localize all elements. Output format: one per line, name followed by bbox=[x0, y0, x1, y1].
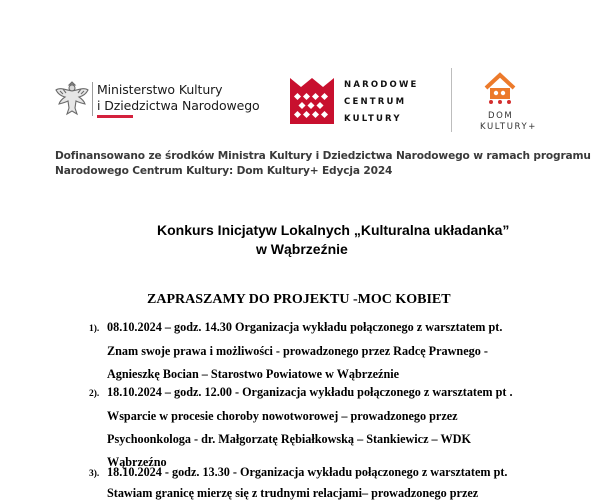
event-line: Psychoonkologa - dr. Małgorzatę Rębiałkowską – Stankiewicz – WDK bbox=[107, 432, 471, 446]
nck-logo bbox=[290, 78, 430, 128]
event-line: Wąbrzeźno bbox=[107, 455, 167, 469]
competition-title: Konkurs Inicjatyw Lokalnych „Kulturalna układanka” bbox=[157, 222, 510, 238]
nck-crown-icon bbox=[290, 78, 334, 124]
invitation-heading: ZAPRASZAMY DO PROJEKTU -MOC KOBIET bbox=[147, 292, 451, 307]
event-line: Agnieszkę Bocian – Starostwo Powiatowe w Wąbrzeźnie bbox=[107, 367, 400, 381]
event-line: Wsparcie w procesie choroby nowotworowej – prowadzonego przez bbox=[107, 409, 458, 423]
ministry-logo bbox=[52, 78, 262, 122]
event-line: Znam swoje prawa i możliwości - prowadzonego przez Radcę Prawnego - bbox=[107, 344, 488, 358]
dom-kultury-logo bbox=[480, 72, 570, 132]
house-icon bbox=[483, 72, 517, 104]
event-number: 1). bbox=[89, 324, 100, 334]
dom-kultury-label: KULTURY+ bbox=[480, 122, 538, 132]
logo-separator bbox=[92, 82, 93, 116]
funding-note-line2: Narodowego Centrum Kultury: Dom Kultury+ Edycja 2024 bbox=[55, 165, 393, 177]
event-number: 3). bbox=[89, 469, 100, 479]
event-line: 18.10.2024 – godz. 12.00 - Organizacja wykładu połączonego z warsztatem pt . bbox=[107, 385, 513, 399]
nck-name-line1: NARODOWE bbox=[344, 80, 419, 90]
dom-kultury-text bbox=[480, 111, 538, 132]
logo-divider bbox=[451, 68, 452, 132]
event-number: 2). bbox=[89, 389, 100, 399]
ministry-accent-bar bbox=[97, 115, 133, 118]
dom-kultury-prefix: DOM bbox=[488, 111, 514, 121]
nck-name-line3: KULTURY bbox=[344, 114, 402, 124]
event-line: 18.10.2024 - godz. 13.30 - Organizacja wykładu połączonego z warsztatem pt. bbox=[107, 465, 508, 479]
funding-note-line1: Dofinansowano ze środków Ministra Kultury i Dziedzictwa Narodowego w ramach programu bbox=[55, 150, 591, 162]
ministry-name-line2: i Dziedzictwa Narodowego bbox=[97, 98, 260, 113]
polish-eagle-icon bbox=[52, 78, 92, 120]
nck-name-line2: CENTRUM bbox=[344, 97, 407, 107]
ministry-name-line1: Ministerstwo Kultury bbox=[97, 82, 223, 97]
competition-location: w Wąbrzeźnie bbox=[256, 241, 348, 257]
event-line: Stawiam granicę mierzę się z trudnymi relacjami– prowadzonego przez bbox=[107, 486, 479, 500]
event-line: 08.10.2024 – godz. 14.30 Organizacja wykładu połączonego z warsztatem pt. bbox=[107, 320, 503, 334]
